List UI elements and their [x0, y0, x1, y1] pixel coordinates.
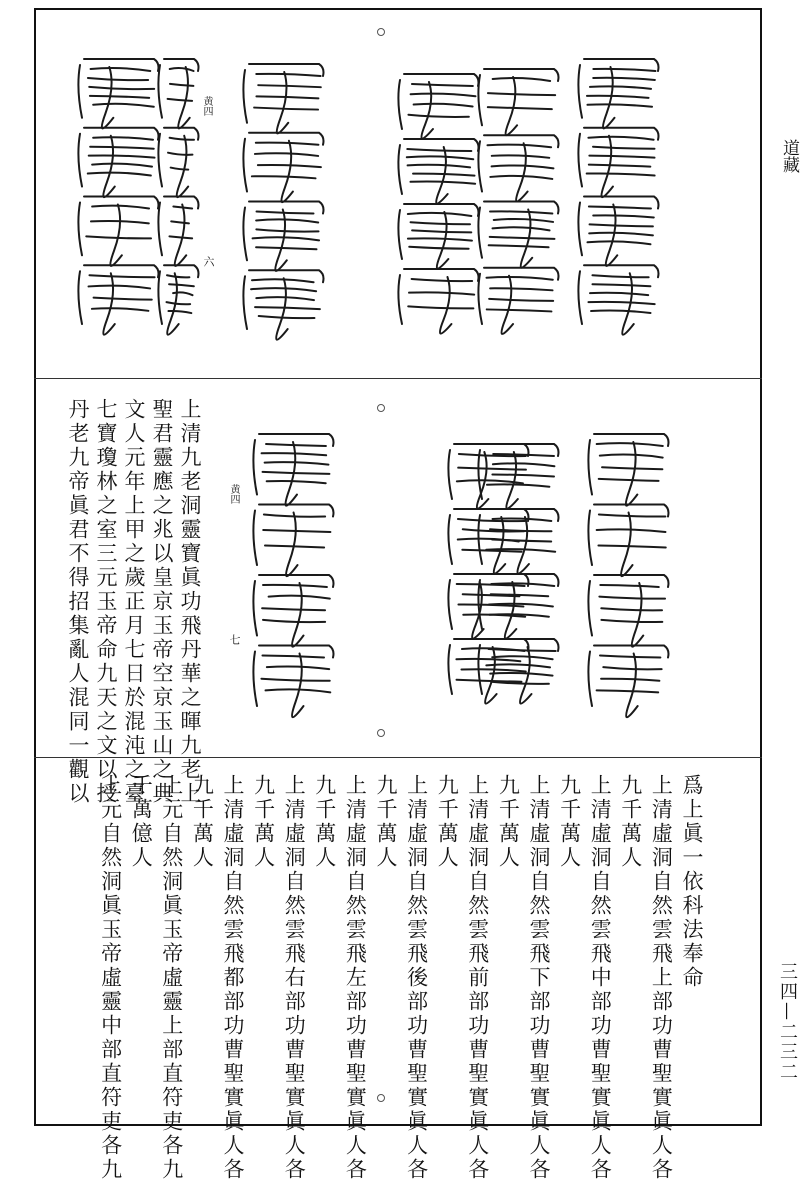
text-column: 上清虛洞自然雲飛右部功曹聖實眞人各	[282, 774, 307, 1182]
text-column: 上清九老洞靈寶眞功飛丹華之暉九老上	[178, 398, 202, 806]
text-column: 上清虛洞自然雲飛都部功曹聖實眞人各	[221, 774, 245, 1182]
text-column: 七寶瓊林之室三元玉帝命九天之文以授	[94, 398, 118, 806]
text-column: 上元自然洞眞玉帝虛靈上部直符吏各九	[159, 774, 184, 1182]
binding-hole	[377, 28, 385, 36]
folio-number: 三四—二三二	[777, 962, 798, 1082]
text-column: 九千萬人	[618, 774, 643, 870]
text-column: 丹老九帝眞君不得招集亂人混同一觀以	[66, 398, 90, 806]
text-column: 九千萬人	[435, 774, 460, 870]
text-column: 爲上眞一依科法奉命	[680, 774, 704, 990]
text-column: 上清虛洞自然雲飛後部功曹聖實眞人各	[404, 774, 429, 1182]
text-column: 千萬億人	[129, 774, 154, 870]
text-column: 上清虛洞自然雲飛下部功曹聖實眞人各	[527, 774, 551, 1182]
annotation-note: 黄四	[228, 484, 239, 504]
text-column: 上清虛洞自然雲飛上部功曹聖實眞人各	[649, 774, 674, 1182]
text-column: 九千萬人	[312, 774, 337, 870]
text-column: 九千萬人	[190, 774, 215, 870]
text-column: 文人元年上甲之歲正月七日於混沌之臺	[122, 398, 146, 806]
panel-divider-top	[34, 378, 762, 379]
annotation-note: 黄四	[201, 96, 212, 116]
text-column: 聖君靈應之兆以皇京玉帝空京玉山之典	[150, 398, 174, 806]
binding-hole	[377, 729, 385, 737]
text-column: 九千萬人	[557, 774, 582, 870]
page-number-note: 六	[202, 256, 215, 267]
text-column: 九千萬人	[251, 774, 276, 870]
binding-hole	[377, 404, 385, 412]
text-column: 九千萬人	[496, 774, 521, 870]
collection-label: 道藏	[779, 139, 799, 173]
text-column: 上清虛洞自然雲飛左部功曹聖實眞人各	[343, 774, 368, 1182]
text-column: 九千萬人	[374, 774, 398, 870]
text-column: 上元自然洞眞玉帝虛靈中部直符吏各九	[98, 774, 123, 1182]
text-column: 上清虛洞自然雲飛中部功曹聖實眞人各	[588, 774, 613, 1182]
page-number-note: 七	[228, 634, 241, 645]
text-column: 上清虛洞自然雲飛前部功曹聖實眞人各	[465, 774, 490, 1182]
